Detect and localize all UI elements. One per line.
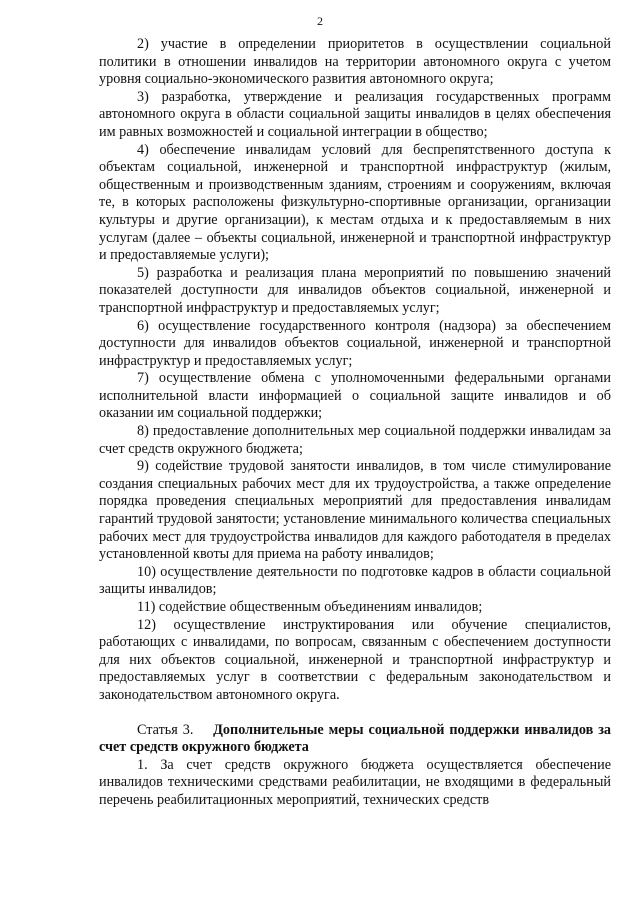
article-title: Дополнительные меры социальной поддержки инвалидов за счет средств окружного бюджета (99, 721, 612, 756)
list-item: 10) осуществление деятельности по подготовке кадров в области социальной защиты инвалидов; (99, 563, 611, 598)
list-item: 5) разработка и реализация плана мероприятий по повышению значений показателей доступности для инвалидов объектов социальной, инженерной и транспортной инфраструктур и предоставляемых услуг; (99, 264, 611, 316)
list-item: 9) содействие трудовой занятости инвалидов, в том числе стимулирование создания специальных рабочих мест для их трудоустройства, а также определение порядка проведения специальных мероприятий для предоставления инвалидам гарантий трудовой занятости; установление минимального количества специальных рабочих мест для трудоустройства инвалидов для каждого работодателя в пределах установленной квоты для приема на работу инвалидов; (99, 458, 611, 563)
list-item: 4) обеспечение инвалидам условий для беспрепятственного доступа к объектам социальной, инженерной и транспортной инфраструктур (жилым, общественным и производственным зданиям, строениям и сооружениям, включая те, в которых расположены физкультурно-спортивные организации, организации культуры и другие организации), к местам отдыха и к предоставляемым в них услугам (далее – объекты социальной, инженерной и транспортной инфраструктур и предоставляемые услуги); (99, 141, 611, 264)
list-item: 3) разработка, утверждение и реализация государственных программ автономного округа в области социальной защиты инвалидов в целях обеспечения им равных возможностей и социальной интеграции в общество; (99, 88, 611, 140)
list-item: 8) предоставление дополнительных мер социальной поддержки инвалидам за счет средств окружного бюджета; (99, 423, 611, 457)
article-paragraph: 1. За счет средств окружного бюджета осуществляется обеспечение инвалидов техническими средствами реабилитации, не входящими в федеральный перечень реабилитационных мероприятий, технических средств (99, 756, 611, 808)
list-item: 2) участие в определении приоритетов в осуществлении социальной политики в отношении инвалидов на территории автономного округа с учетом уровня социально-экономического развития автономного округа; (99, 36, 611, 88)
list-item: 7) осуществление обмена с уполномоченными федеральными органами исполнительной власти информацией о социальной защите инвалидов и об оказании им социальной поддержки; (99, 370, 611, 422)
article-heading (99, 722, 611, 757)
page-number: 2 (317, 14, 323, 28)
article-number: Статья 3. (137, 721, 194, 738)
document-body (99, 36, 611, 810)
list-item: 6) осуществление государственного контроля (надзора) за обеспечением доступности для инвалидов объектов социальной, инженерной и транспортной инфраструктур и предоставляемых услуг; (99, 317, 611, 369)
list-item: 12) осуществление инструктирования или обучение специалистов, работающих с инвалидами, по вопросам, связанным с обеспечением доступности для них объектов социальной, инженерной и транспортной инфраструктур и предоставляемых услуг в соответствии с федеральным законодательством и законодательством автономного округа. (99, 616, 611, 703)
list-item: 11) содействие общественным объединениям инвалидов; (137, 599, 483, 615)
